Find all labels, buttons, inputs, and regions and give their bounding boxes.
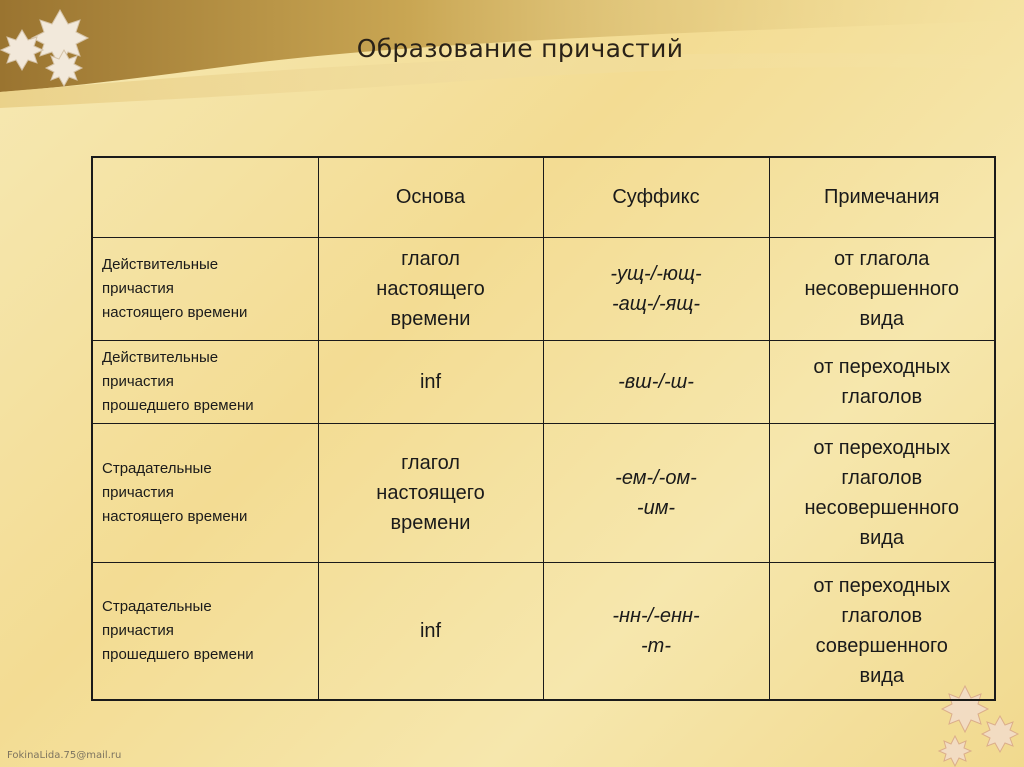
stem-line: inf [419,619,442,642]
suffix-line: -ущ-/-ющ- [610,262,702,285]
stem-line: времени [390,307,471,330]
row-label-cell [92,423,318,562]
table-row [92,340,995,423]
stem-line: настоящего [376,481,485,504]
suffix-line: -ем-/-ом- [615,466,697,489]
row-label-line: прошедшего времени [102,645,254,663]
note-line: глаголов [841,604,923,627]
note-cell [769,562,995,700]
row-label-line: причастия [102,279,174,297]
suffix-line: -нн-/-енн- [612,604,700,627]
row-label-line: Действительные [102,348,219,366]
note-line: от глагола [834,247,930,270]
suffix-cell [543,423,769,562]
suffix-line: -т- [641,634,671,657]
note-line: несовершенного [804,496,960,519]
suffix-line: -им- [636,496,676,519]
row-label-cell [92,562,318,700]
row-label-line: причастия [102,621,174,639]
row-label-cell [92,237,318,340]
note-line: глаголов [841,466,923,489]
header-cell-suffix: Суффикс [543,157,769,237]
row-label-line: Страдательные [102,459,212,477]
stem-cell [318,562,543,700]
stem-cell [318,237,543,340]
note-line: вида [859,307,905,330]
suffix-cell [543,562,769,700]
note-line: несовершенного [804,277,960,300]
note-line: глаголов [841,385,923,408]
suffix-line: -ащ-/-ящ- [611,292,701,315]
participles-table [91,156,996,701]
slide-title: Образование причастий [356,34,684,63]
header-cell-empty [92,157,318,237]
stem-line: inf [419,370,442,393]
suffix-line: -вш-/-ш- [618,370,694,393]
header-cell-stem: Основа [318,157,543,237]
note-line: совершенного [815,634,948,657]
row-label-line: Действительные [102,255,219,273]
stem-line: настоящего [376,277,485,300]
note-line: вида [859,664,905,687]
note-cell [769,237,995,340]
row-label-cell [92,340,318,423]
row-label-line: Страдательные [102,597,212,615]
note-cell [769,340,995,423]
row-label-line: настоящего времени [102,507,248,525]
row-label-line: причастия [102,372,174,390]
note-line: от переходных [813,574,951,597]
row-label-line: настоящего времени [102,303,248,321]
suffix-cell [543,340,769,423]
stem-cell [318,423,543,562]
table-row [92,423,995,562]
stem-line: глагол [401,247,460,270]
note-line: от переходных [813,355,951,378]
stem-line: времени [390,511,471,534]
table-header-row [92,157,995,237]
note-line: вида [859,526,905,549]
suffix-cell [543,237,769,340]
header-cell-notes: Примечания [769,157,995,237]
row-label-line: прошедшего времени [102,396,254,414]
table-row [92,562,995,700]
row-label-line: причастия [102,483,174,501]
stem-line: глагол [401,451,460,474]
footer-email: FokinaLida.75@mail.ru [7,750,122,761]
stem-cell [318,340,543,423]
note-cell [769,423,995,562]
table-row [92,237,995,340]
note-line: от переходных [813,436,951,459]
